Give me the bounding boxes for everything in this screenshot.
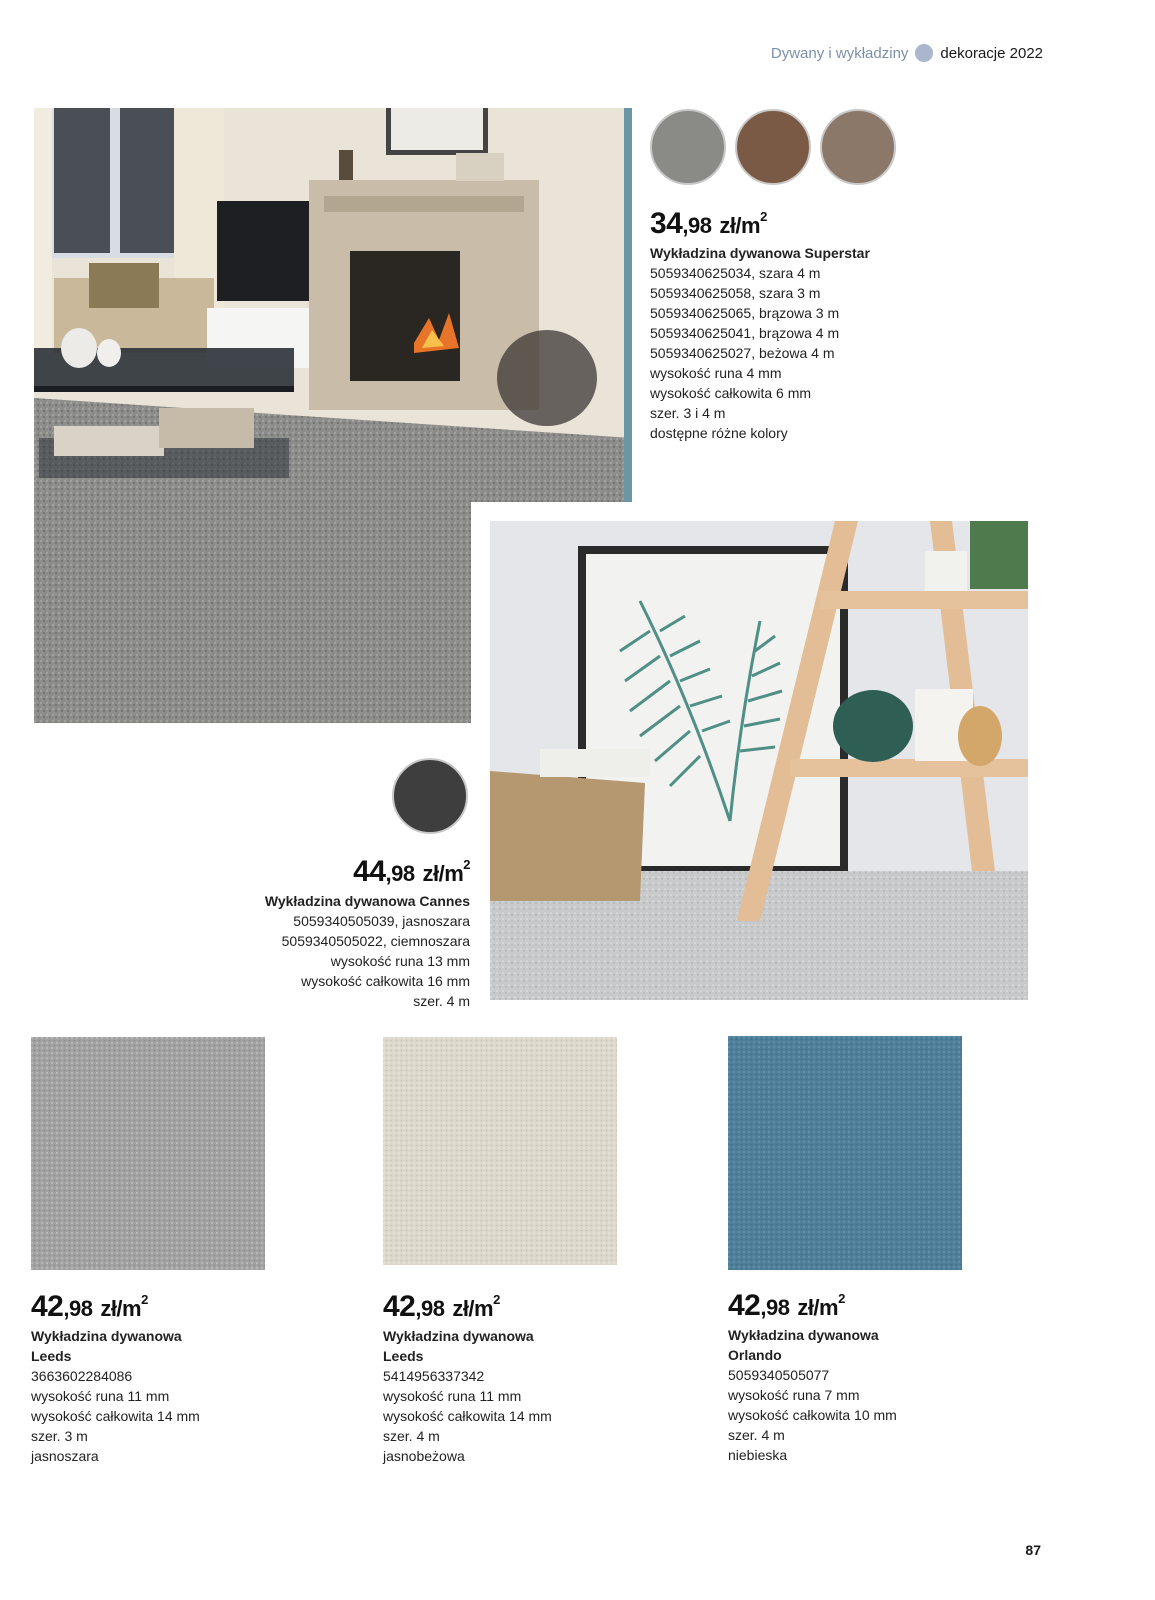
price: 34,98 $zł/m^2$ — [650, 207, 767, 240]
spec-line: wysokość runa 11 mm — [383, 1388, 522, 1404]
product-cannes — [170, 848, 470, 1011]
superstar-swatch-grey — [650, 109, 726, 185]
product-name: Wykładzina dywanowa — [31, 1328, 182, 1344]
spec-line: wysokość całkowita 6 mm — [650, 385, 812, 401]
price: 42,98 $zł/m^2$ — [383, 1290, 500, 1323]
spec-line: wysokość całkowita 16 mm — [301, 973, 470, 989]
orlando-blue-sample — [728, 1036, 962, 1270]
product-leeds-beige — [383, 1283, 643, 1466]
spec-line: 5414956337342 — [383, 1368, 485, 1384]
spec-line: szer. 3 m — [31, 1428, 88, 1444]
spec-line: szer. 4 m — [413, 993, 470, 1009]
section-title: Dywany i wykładziny — [770, 44, 909, 62]
spec-line: wysokość runa 11 mm — [31, 1388, 170, 1404]
spec-line: 5059340505022, ciemnoszara — [281, 933, 470, 949]
product-name: Wykładzina dywanowa — [728, 1327, 879, 1343]
product-leeds-grey — [31, 1283, 291, 1466]
spec-line: 5059340625027, beżowa 4 m — [650, 345, 835, 361]
spec-line: dostępne różne kolory — [650, 425, 788, 441]
product-name-line-2: Leeds — [31, 1348, 72, 1364]
shelf-photo — [490, 521, 1028, 1000]
spec-line: jasnobeżowa — [383, 1448, 465, 1464]
spec-line: 5059340625058, szara 3 m — [650, 285, 821, 301]
cannes-swatch-dark-grey — [392, 758, 468, 834]
product-orlando — [728, 1282, 988, 1465]
spec-line: 3663602284086 — [31, 1368, 133, 1384]
catalog-edition: dekoracje 2022 — [940, 44, 1043, 62]
section-dot-icon — [915, 44, 933, 62]
spec-line: wysokość runa 4 mm — [650, 365, 782, 381]
page-number: 87 — [1025, 1542, 1041, 1558]
shelf-photo-frame — [471, 502, 1046, 1018]
product-superstar — [650, 200, 950, 443]
spec-line: szer. 4 m — [383, 1428, 440, 1444]
spec-line: niebieska — [728, 1447, 788, 1463]
spec-line: 5059340625041, brązowa 4 m — [650, 325, 840, 341]
page-header — [771, 44, 1043, 62]
spec-line: jasnoszara — [31, 1448, 99, 1464]
superstar-swatch-beige — [820, 109, 896, 185]
spec-line: 5059340625034, szara 4 m — [650, 265, 821, 281]
superstar-swatch-brown — [735, 109, 811, 185]
product-name-line-2: Orlando — [728, 1347, 782, 1363]
product-name: Wykładzina dywanowa Cannes — [264, 893, 470, 909]
spec-line: 5059340505039, jasnoszara — [293, 913, 470, 929]
spec-line: wysokość całkowita 10 mm — [728, 1407, 897, 1423]
spec-line: wysokość runa 13 mm — [330, 953, 470, 969]
spec-line: szer. 4 m — [728, 1427, 785, 1443]
spec-line: wysokość całkowita 14 mm — [383, 1408, 552, 1424]
spec-line: szer. 3 i 4 m — [650, 405, 726, 421]
leeds-grey-sample — [31, 1037, 265, 1270]
spec-line: wysokość runa 7 mm — [728, 1387, 860, 1403]
price: 42,98 $zł/m^2$ — [728, 1289, 845, 1322]
leeds-beige-sample — [383, 1037, 617, 1265]
price: 44,98 $zł/m^2$ — [353, 855, 470, 888]
product-name-line-2: Leeds — [383, 1348, 424, 1364]
spec-line: 5059340625065, brązowa 3 m — [650, 305, 840, 321]
spec-line: 5059340505077 — [728, 1367, 830, 1383]
price: 42,98 $zł/m^2$ — [31, 1290, 148, 1323]
product-name: Wykładzina dywanowa — [383, 1328, 534, 1344]
product-name: Wykładzina dywanowa Superstar — [650, 245, 870, 261]
spec-line: wysokość całkowita 14 mm — [31, 1408, 200, 1424]
